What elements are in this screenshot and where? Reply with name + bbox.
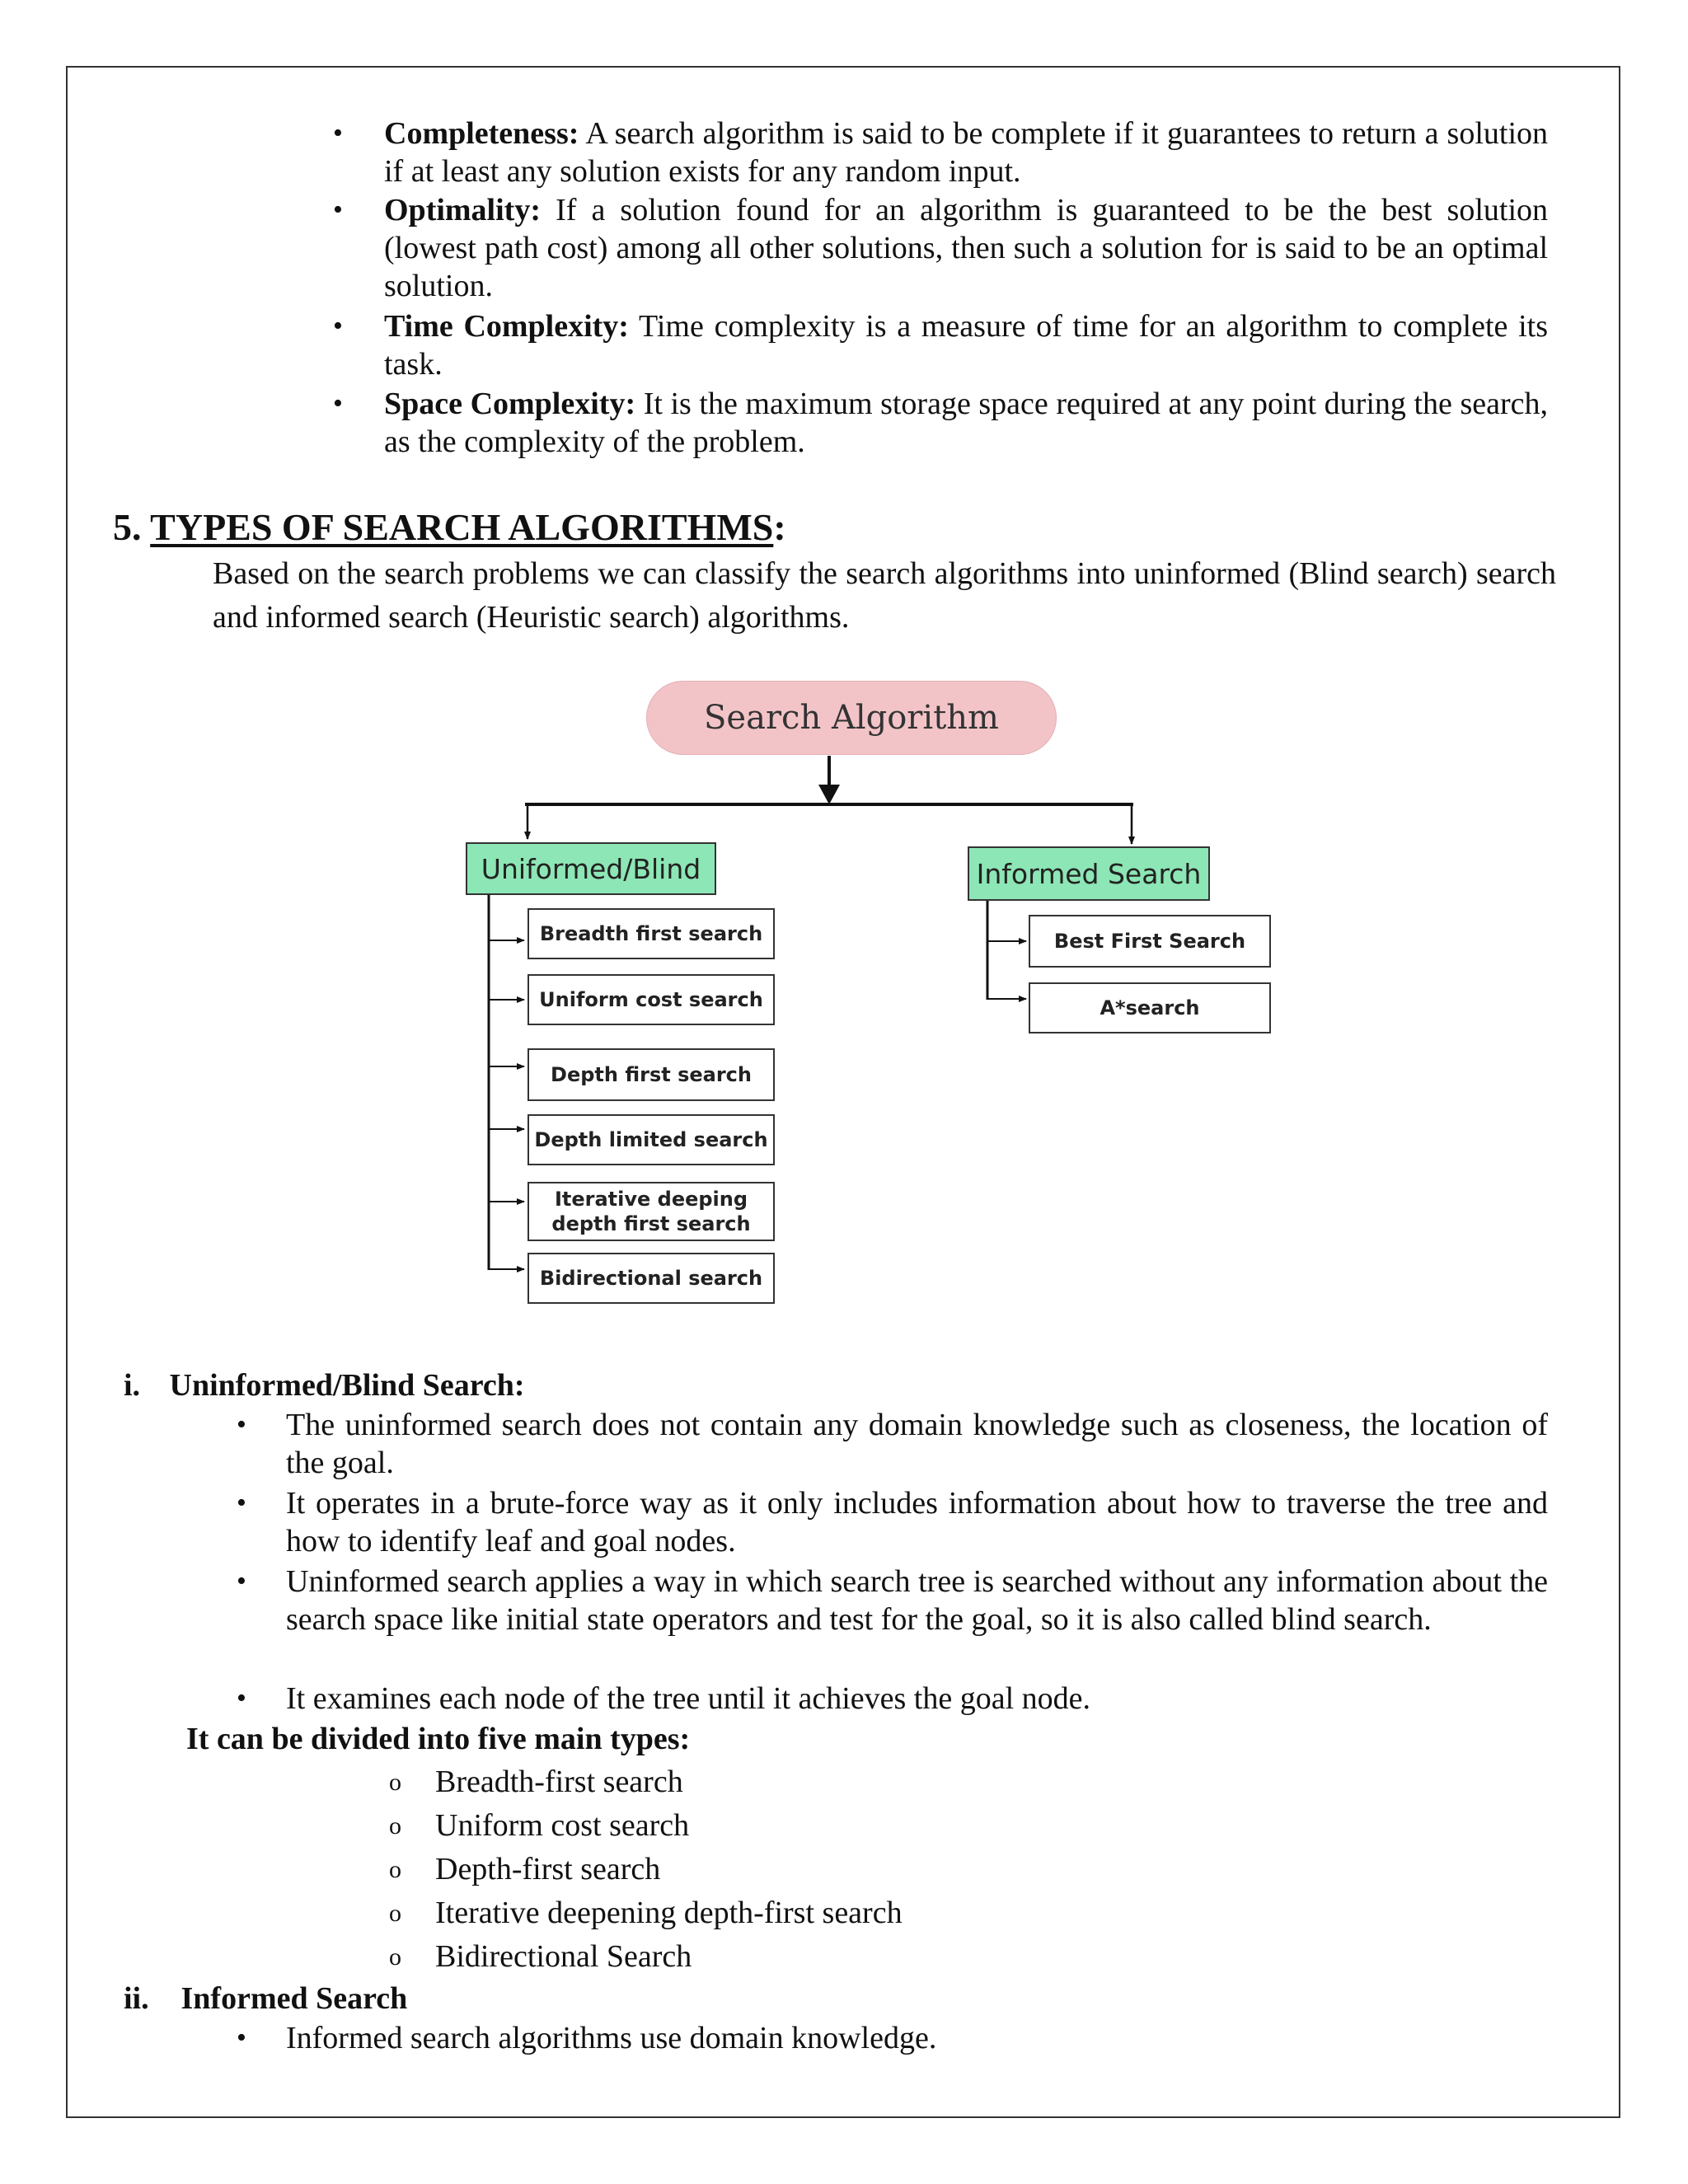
criteria-item — [333, 385, 1548, 461]
list-item-text: Informed search algorithms use domain knowledge. — [286, 2021, 937, 2055]
list-item-text: Uniform cost search — [435, 1808, 690, 1843]
subsection-numeral: ii. — [124, 1981, 149, 2016]
subsection-title: Uninformed/Blind Search: — [169, 1368, 525, 1403]
subsection-heading-informed — [124, 1980, 407, 2018]
bullet-icon: • — [333, 194, 343, 225]
list-item-text: Iterative deepening depth-first search — [435, 1896, 903, 1930]
leaf-node: Depth first search — [528, 1048, 775, 1101]
leaf-node: Iterative deeping depth first search — [528, 1182, 775, 1241]
subsection-heading-uninformed — [124, 1366, 525, 1404]
criteria-term: Space Complexity: — [384, 387, 636, 421]
types-list — [389, 1760, 1424, 1979]
circle-bullet-icon: o — [389, 1900, 401, 1927]
criteria-item — [333, 115, 1548, 191]
types-heading: It can be divided into five main types: — [186, 1722, 691, 1756]
criteria-term: Time Complexity: — [384, 309, 629, 344]
list-item — [389, 1804, 1424, 1848]
list-item — [237, 1406, 1548, 1484]
root-node: Search Algorithm — [646, 681, 1057, 755]
criteria-text: It is the maximum storage space required at any point during the search, as the complexity of the problem. — [384, 387, 1548, 459]
list-item — [389, 1848, 1424, 1891]
section-heading — [113, 504, 786, 551]
leaf-node: A*search — [1029, 982, 1271, 1033]
criteria-text: If a solution found for an algorithm is guaranteed to be the best solution (lowest path cost) among all other solutions, then such a solution for is said to be an optimal solution. — [384, 193, 1548, 303]
uninformed-bullets — [237, 1406, 1548, 1718]
list-item — [389, 1935, 1424, 1979]
bullet-icon: • — [333, 388, 343, 419]
bullet-icon: • — [237, 1409, 246, 1440]
leaf-node: Best First Search — [1029, 915, 1271, 968]
bullet-icon: • — [237, 1683, 246, 1713]
list-item — [237, 1680, 1548, 1718]
circle-bullet-icon: o — [389, 1856, 401, 1883]
list-item-text: Uninformed search applies a way in which search tree is searched without any information about the search space like initial state operators and test for the goal, so it is also called blind search. — [286, 1564, 1548, 1637]
section-colon: : — [773, 506, 786, 548]
criteria-item — [333, 307, 1548, 385]
informed-bullets — [237, 2019, 1548, 2057]
criteria-list — [333, 115, 1548, 461]
section-intro: Based on the search problems we can classify the search algorithms into uninformed (Blind search) search and informed search (Heuristic search) algorithms. — [213, 556, 1556, 635]
leaf-node: Bidirectional search — [528, 1253, 775, 1304]
subsection-title: Informed Search — [181, 1981, 408, 2016]
criteria-term: Optimality: — [384, 193, 541, 227]
circle-bullet-icon: o — [389, 1943, 401, 1971]
list-item-text: Bidirectional Search — [435, 1939, 692, 1974]
list-item — [389, 1891, 1424, 1935]
leaf-node: Uniform cost search — [528, 974, 775, 1025]
circle-bullet-icon: o — [389, 1812, 401, 1840]
leaf-node: Depth limited search — [528, 1114, 775, 1165]
bullet-icon: • — [333, 118, 343, 148]
circle-bullet-icon: o — [389, 1769, 401, 1796]
list-item-text: It operates in a brute-force way as it only includes information about how to traverse the tree and how to identify leaf and goal nodes. — [286, 1486, 1548, 1558]
category-uninformed: Uniformed/Blind — [466, 842, 716, 895]
section-number: 5. — [113, 506, 142, 548]
list-item-text: It examines each node of the tree until it achieves the goal node. — [286, 1681, 1091, 1716]
list-item — [237, 2019, 1548, 2057]
criteria-text: A search algorithm is said to be complete if it guarantees to return a solution if at least any solution exists for any random input. — [384, 116, 1548, 189]
list-item-text: Breadth-first search — [435, 1765, 683, 1799]
leaf-node: Breadth first search — [528, 908, 775, 959]
section-title: TYPES OF SEARCH ALGORITHMS — [150, 506, 774, 548]
list-item-text: The uninformed search does not contain any domain knowledge such as closeness, the location of the goal. — [286, 1408, 1548, 1480]
criteria-item — [333, 191, 1548, 307]
bullet-icon: • — [237, 1566, 246, 1596]
list-item — [237, 1484, 1548, 1563]
category-informed: Informed Search — [968, 846, 1210, 901]
list-item — [237, 1563, 1548, 1680]
bullet-icon: • — [333, 311, 343, 341]
subsection-numeral: i. — [124, 1368, 141, 1403]
bullet-icon: • — [237, 1488, 246, 1518]
list-item — [389, 1760, 1424, 1804]
criteria-text: Time complexity is a measure of time for an algorithm to complete its task. — [384, 309, 1548, 382]
criteria-term: Completeness: — [384, 116, 579, 151]
list-item-text: Depth-first search — [435, 1852, 661, 1886]
bullet-icon: • — [237, 2022, 246, 2053]
